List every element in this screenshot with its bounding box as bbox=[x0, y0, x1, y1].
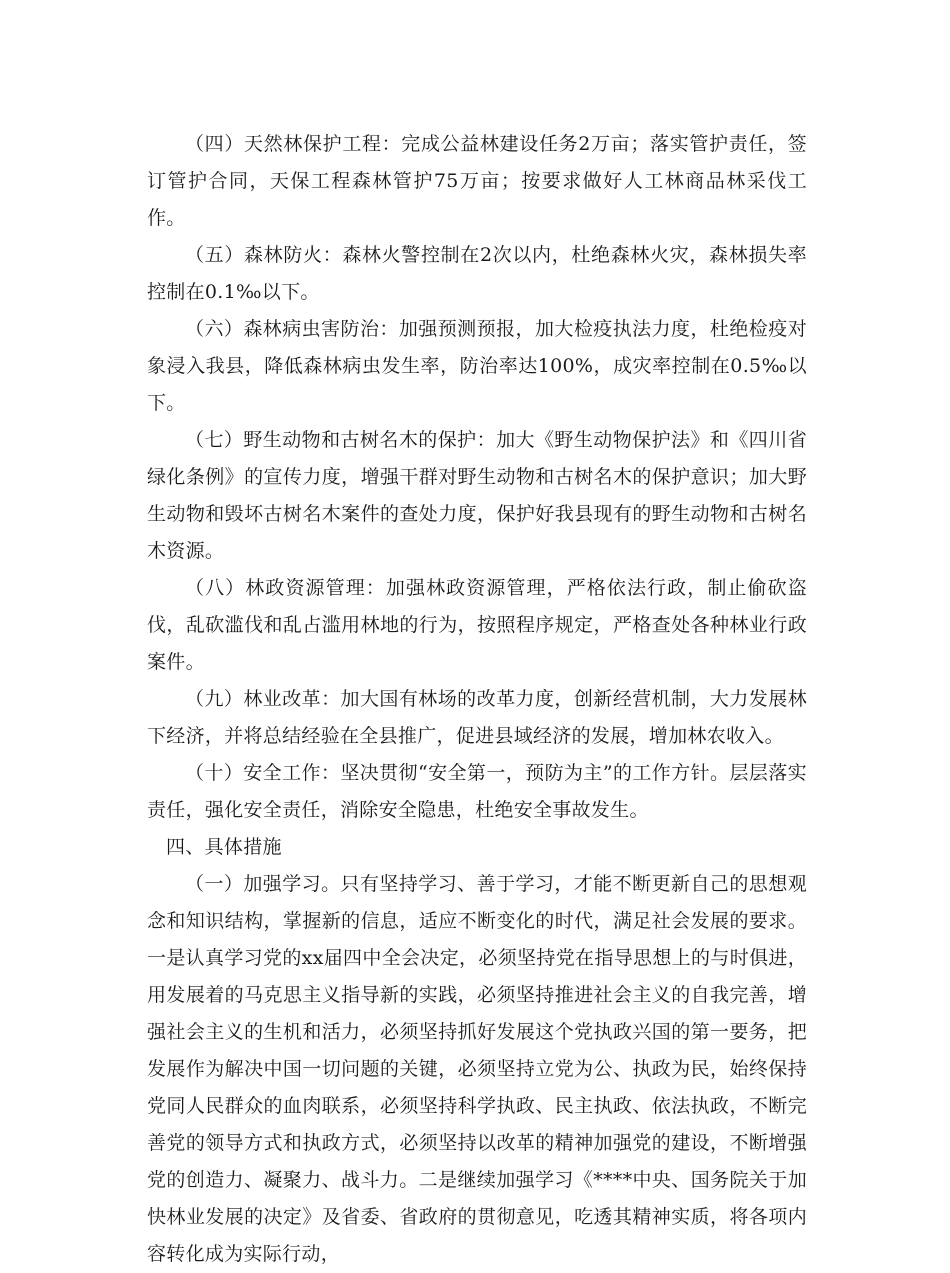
section-heading: 四、具体措施 bbox=[166, 836, 282, 858]
paragraph-wildlife-protection: （七）野生动物和古树名木的保护：加大《野生动物保护法》和《四川省绿化条例》的宣传力度，增强干群对野生动物和古树名木的保护意识；加大野生动物和毁坏古树名木案件的查处力度，保护好我县现有的野生动物和古树名木资源。 bbox=[147, 429, 807, 562]
paragraph-safety-work: （十）安全工作：坚决贯彻“安全第一，预防为主”的工作方针。层层落实责任，强化安全责任，消除安全隐患，杜绝安全事故发生。 bbox=[147, 762, 807, 821]
document-body bbox=[147, 126, 807, 1273]
paragraph-forest-resource-management: （八）林政资源管理：加强林政资源管理，严格依法行政，制止偷砍盗伐，乱砍滥伐和乱占滥用林地的行为，按照程序规定，严格查处各种林业行政案件。 bbox=[147, 577, 807, 673]
paragraph-strengthen-learning: （一）加强学习。只有坚持学习、善于学习，才能不断更新自己的思想观念和知识结构，掌握新的信息，适应不断变化的时代，满足社会发展的要求。一是认真学习党的xx届四中全会决定，必须坚持党在指导思想上的与时俱进，用发展着的马克思主义指导新的实践，必须坚持推进社会主义的自我完善，增强社会主义的生机和活力，必须坚持抓好发展这个党执政兴国的第一要务，把发展作为解决中国一切问题的关键，必须坚持立党为公、执政为民，始终保持党同人民群众的血肉联系，必须坚持科学执政、民主执政、依法执政，不断完善党的领导方式和执政方式，必须坚持以改革的精神加强党的建设，不断增强党的创造力、凝聚力、战斗力。二是继续加强学习《****中央、国务院关于加快林业发展的决定》及省委、省政府的贯彻意见，吃透其精神实质，将各项内容转化成为实际行动， bbox=[147, 873, 807, 1265]
paragraph-pest-control: （六）森林病虫害防治：加强预测预报，加大检疫执法力度，杜绝检疫对象浸入我县，降低森林病虫发生率，防治率达100%，成灾率控制在0.5‰以下。 bbox=[147, 318, 807, 414]
paragraph-forestry-reform: （九）林业改革：加大国有林场的改革力度，创新经营机制，大力发展林下经济，并将总结经验在全县推广，促进县域经济的发展，增加林农收入。 bbox=[147, 688, 807, 747]
paragraph-forest-fire-prevention: （五）森林防火：森林火警控制在2次以内，杜绝森林火灾，森林损失率控制在0.1‰以下。 bbox=[147, 244, 807, 303]
paragraph-natural-forest-protection: （四）天然林保护工程：完成公益林建设任务2万亩；落实管护责任，签订管护合同，天保工程森林管护75万亩；按要求做好人工林商品林采伐工作。 bbox=[147, 133, 807, 229]
